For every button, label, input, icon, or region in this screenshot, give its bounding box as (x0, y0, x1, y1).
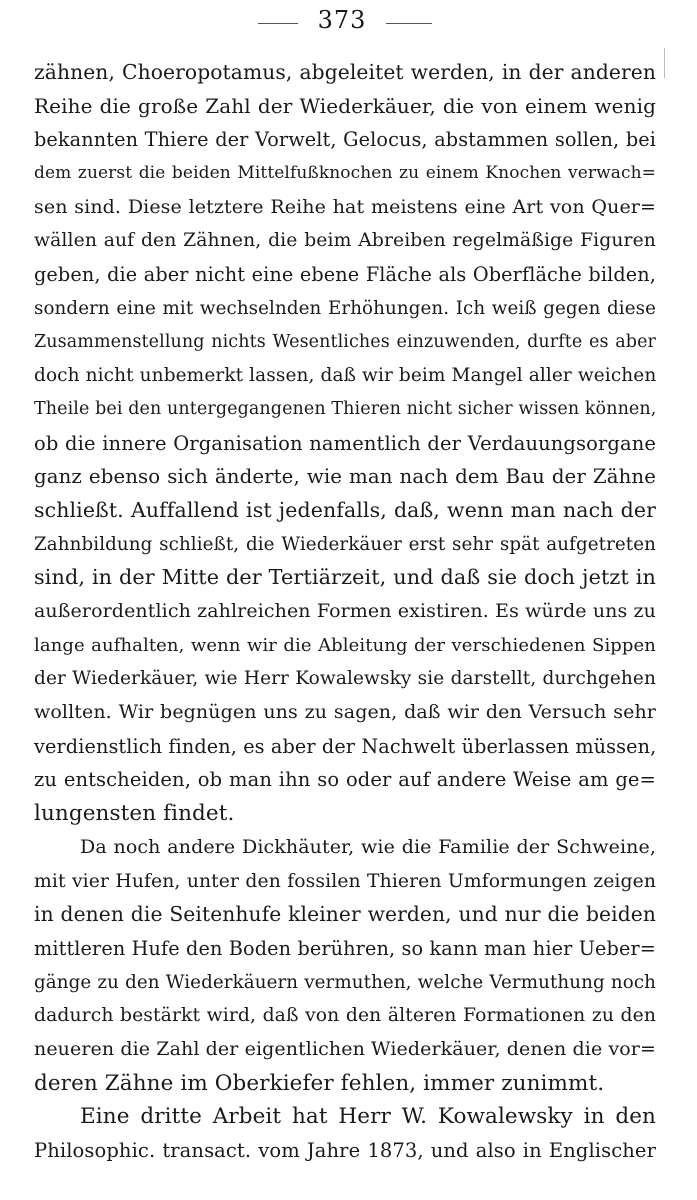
text-line: verdienstlich finden, es aber der Nachwelt überlassen müssen, (34, 734, 657, 758)
text-line: ganz ebenso sich änderte, wie man nach dem Bau der Zähne (34, 465, 656, 489)
text-line: dadurch bestärkt wird, daß von den älteren Formationen zu den (34, 1005, 656, 1027)
text-line: neueren die Zahl der eigentlichen Wiederkäuer, denen die vor= (34, 1037, 657, 1060)
text-line: lange aufhalten, wenn wir die Ableitung der verschiedenen Sippen (34, 634, 656, 656)
text-line: mit vier Hufen, unter den fossilen Thieren Umformungen zeigen (34, 870, 656, 892)
body-text (34, 56, 656, 1168)
margin-mark (664, 48, 665, 78)
page-header (0, 6, 697, 40)
text-line: ob die innere Organisation namentlich der Verdauungsorgane (34, 431, 656, 455)
text-line: der Wiederkäuer, wie Herr Kowalewsky sie darstellt, durchgehen (34, 668, 656, 690)
text-line: sondern eine mit wechselnden Erhöhungen. Ich weiß gegen diese (34, 297, 656, 319)
paragraph-end-line: deren Zähne im Oberkiefer fehlen, immer zunimmt. (34, 1070, 605, 1096)
text-line: bekannten Thiere der Vorwelt, Gelocus, abstammen sollen, bei (34, 128, 656, 152)
text-line: Zusammenstellung nichts Wesentliches einzuwenden, durfte es aber (34, 331, 656, 352)
text-line: gänge zu den Wiederkäuern vermuthen, welche Vermuthung noch (34, 971, 656, 993)
text-line: zähnen, Choeropotamus, abgeleitet werden, in der anderen (34, 60, 656, 84)
text-line: wällen auf den Zähnen, die beim Abreiben regelmäßige Figuren (34, 230, 656, 252)
paragraph-start-line: Eine dritte Arbeit hat Herr W. Kowalewsky in den (80, 1104, 656, 1130)
text-line: Theile bei den untergegangenen Thieren nicht sicher wissen können, (34, 398, 657, 419)
text-line: Zahnbildung schließt, die Wiederkäuer erst sehr spät aufgetreten (34, 533, 656, 555)
text-line: mittleren Hufe den Boden berühren, so kann man hier Ueber= (34, 936, 656, 960)
text-line: doch nicht unbemerkt lassen, daß wir beim Mangel aller weichen (34, 365, 657, 387)
text-line: Reihe die große Zahl der Wiederkäuer, die von einem wenig (34, 93, 656, 118)
text-line: außerordentlich zahlreichen Formen existiren. Es würde uns zu (34, 600, 656, 622)
text-line: geben, die aber nicht eine ebene Fläche als Oberfläche bilden, (34, 263, 656, 287)
paragraph-end-line: lungensten findet. (34, 801, 235, 827)
text-line: wollten. Wir begnügen uns zu sagen, daß wir den Versuch sehr (34, 701, 656, 724)
header-rule-left (258, 23, 298, 24)
header-rule-right (386, 23, 432, 24)
text-line: zu entscheiden, ob man ihn so oder auf andere Weise am ge= (34, 768, 656, 792)
text-line: Philosophic. transact. vom Jahre 1873, und also in Englischer (34, 1139, 656, 1162)
text-line: sind, in der Mitte der Tertiärzeit, und daß sie doch jetzt in (34, 565, 656, 590)
text-line: schließt. Auffallend ist jedenfalls, daß, wenn man nach der (34, 497, 656, 522)
text-line: in denen die Seitenhufe kleiner werden, und nur die beiden (34, 902, 656, 927)
page-number: 373 (317, 6, 367, 34)
text-line: sen sind. Diese letztere Reihe hat meistens eine Art von Quer= (34, 195, 656, 218)
text-line: dem zuerst die beiden Mittelfußknochen zu einem Knochen verwach= (34, 163, 656, 184)
paragraph-start-line: Da noch andere Dickhäuter, wie die Familie der Schweine, (80, 835, 656, 858)
